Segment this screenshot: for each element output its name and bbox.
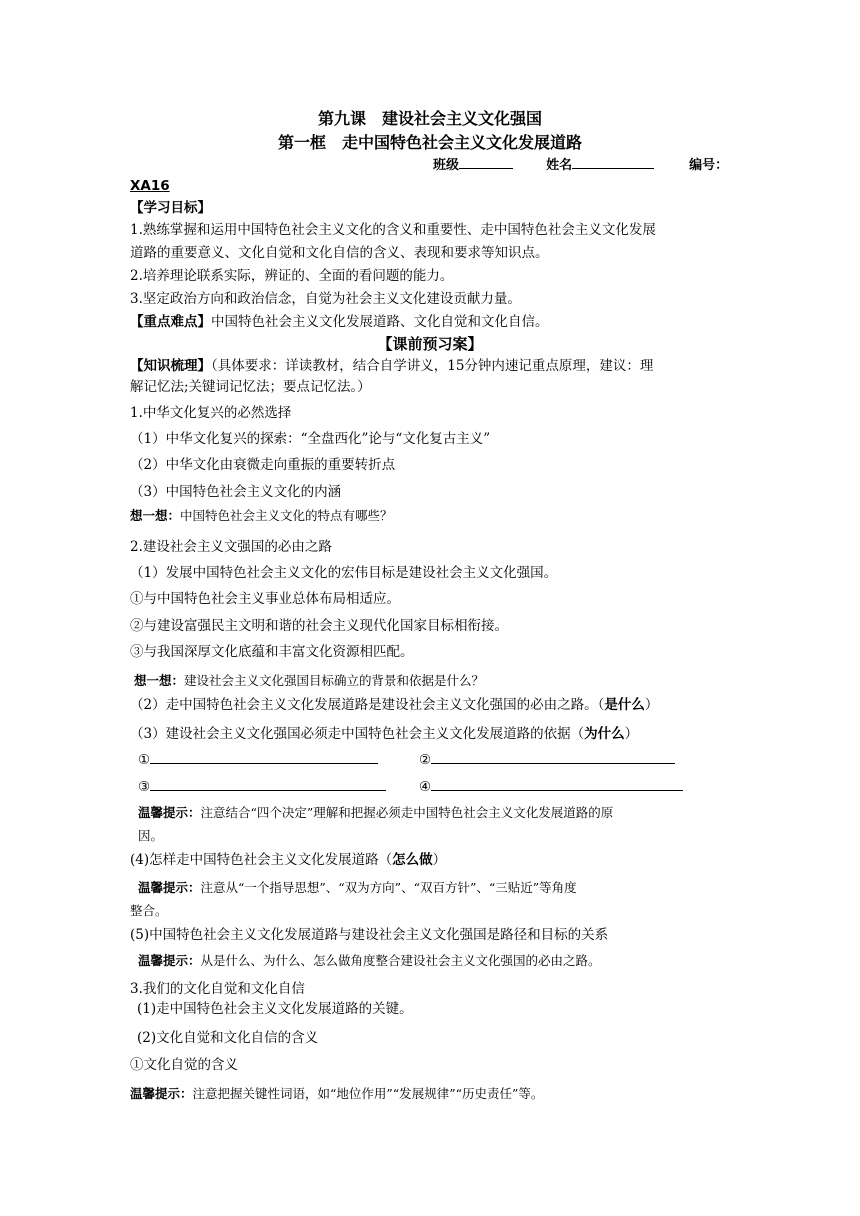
knowledge-line — [130, 356, 653, 376]
tip-1-label: 温馨提示： — [138, 805, 201, 820]
section-2-4 — [130, 850, 446, 870]
tip-3-label: 温馨提示： — [138, 953, 201, 968]
section-2-5: (5)中国特色社会主义文化发展道路与建设社会主义文化强国是路径和目标的关系 — [130, 927, 609, 943]
preview-heading: 【课前预习案】 — [377, 335, 483, 353]
section-3: 3.我们的文化自觉和文化自信 — [130, 981, 305, 997]
think-1-text: 中国特色社会主义文化的特点有哪些？ — [180, 508, 393, 523]
tip-4-text: 注意把握关键性词语，如“地位作用”“发展规律”“历史责任”等。 — [192, 1086, 544, 1101]
page-title: 第九课 建设社会主义文化强国 — [317, 109, 542, 128]
section-3-2-a: ①文化自觉的含义 — [130, 1057, 238, 1073]
tip-2-cont: 整合。 — [130, 903, 168, 918]
name-blank[interactable] — [572, 154, 654, 169]
section-2-1-c: ③与我国深厚文化底蕴和丰富文化资源相匹配。 — [130, 644, 414, 660]
page-subtitle: 第一框 走中国特色社会主义文化发展道路 — [277, 133, 582, 152]
section-2-4-how: 怎么做 — [392, 852, 433, 868]
blank-line-1[interactable] — [150, 749, 378, 764]
tip-1 — [138, 803, 613, 823]
section-2-3-why: 为什么 — [584, 726, 625, 742]
section-2-3 — [130, 724, 638, 744]
section-2-2-what: 是什么 — [604, 697, 645, 713]
section-3-2: (2)文化自觉和文化自信的含义 — [137, 1030, 319, 1046]
tip-3-text: 从是什么、为什么、怎么做角度整合建设社会主义文化强国的必由之路。 — [200, 953, 601, 968]
circle-2: ② — [419, 752, 432, 768]
blank-line-2[interactable] — [431, 749, 675, 764]
knowledge-req-cont: 解记忆法;关键词记忆法；要点记忆法。） — [130, 379, 371, 395]
section-2-1-b: ②与建设富强民主文明和谐的社会主义现代化国家目标相衔接。 — [130, 618, 508, 634]
section-2-3-text: （3）建设社会主义文化强国必须走中国特色社会主义文化发展道路的依据（ — [130, 726, 585, 742]
section-3-1: (1)走中国特色社会主义文化发展道路的关键。 — [137, 1001, 413, 1017]
section-1: 1.中华文化复兴的必然选择 — [130, 405, 292, 421]
circle-4: ④ — [419, 779, 432, 795]
goal-item-3: 3.坚定政治方向和政治信念，自觉为社会主义文化建设贡献力量。 — [130, 291, 521, 307]
section-2-2-end: ） — [644, 697, 659, 713]
section-1-1: （1）中华文化复兴的探索：“全盘西化”论与“文化复古主义” — [130, 431, 491, 447]
answer-blank-1[interactable] — [138, 749, 378, 770]
key-heading: 【重点难点】 — [130, 314, 211, 330]
tip-2 — [138, 878, 577, 898]
think-2-text: 建设社会主义文化强国目标确立的背景和依据是什么？ — [184, 673, 485, 688]
think-1-label: 想一想： — [130, 508, 181, 523]
name-label: 姓名 — [546, 158, 573, 173]
goals-heading: 【学习目标】 — [130, 200, 211, 216]
answer-blank-3[interactable] — [138, 776, 386, 797]
blank-line-4[interactable] — [431, 776, 683, 791]
section-2-4-text: (4)怎样走中国特色社会主义文化发展道路（ — [130, 852, 393, 868]
think-1 — [130, 506, 393, 526]
answer-blank-4[interactable] — [419, 776, 683, 797]
class-blank[interactable] — [459, 154, 513, 169]
section-1-2: （2）中华文化由衰微走向重振的重要转折点 — [130, 457, 396, 473]
circle-3: ③ — [138, 779, 151, 795]
key-text: 中国特色社会主义文化发展道路、文化自觉和文化自信。 — [211, 314, 549, 330]
student-info-row — [433, 154, 728, 176]
section-2-2 — [130, 695, 658, 715]
section-2: 2.建设社会主义文强国的必由之路 — [130, 539, 332, 555]
tip-1-text: 注意结合“四个决定”理解和把握必须走中国特色社会主义文化发展道路的原 — [200, 805, 614, 820]
goal-item-2: 2.培养理论联系实际，辨证的、全面的看问题的能力。 — [130, 268, 454, 284]
section-1-3: （3）中国特色社会主义文化的内涵 — [130, 484, 342, 500]
knowledge-heading: 【知识梳理】 — [130, 358, 211, 374]
number-label: 编号： — [689, 158, 729, 173]
class-label: 班级 — [433, 158, 460, 173]
think-2-label: 想一想： — [134, 673, 185, 688]
section-2-3-end: ） — [624, 726, 639, 742]
think-2 — [134, 671, 484, 691]
document-code: XA16 — [130, 178, 170, 194]
goal-item-1-cont: 道路的重要意义、文化自觉和文化自信的含义、表现和要求等知识点。 — [130, 245, 549, 261]
tip-2-label: 温馨提示： — [138, 880, 201, 895]
circle-1: ① — [138, 752, 151, 768]
tip-4 — [130, 1084, 543, 1104]
section-2-2-text: （2）走中国特色社会主义文化发展道路是建设社会主义文化强国的必由之路。（ — [130, 697, 605, 713]
tip-1-cont: 因。 — [138, 828, 164, 843]
section-2-1: （1）发展中国特色社会主义文化的宏伟目标是建设社会主义文化强国。 — [130, 565, 558, 581]
blank-line-3[interactable] — [150, 776, 386, 791]
tip-3 — [138, 951, 601, 971]
section-2-4-end: ） — [432, 852, 447, 868]
key-points — [130, 312, 549, 332]
section-2-1-a: ①与中国特色社会主义事业总体布局相适应。 — [130, 591, 400, 607]
tip-2-text: 注意从“一个指导思想”、“双为方向”、“双百方针”、“三贴近”等角度 — [200, 880, 577, 895]
goal-item-1: 1.熟练掌握和运用中国特色社会主义文化的含义和重要性、走中国特色社会主义文化发展 — [130, 222, 656, 238]
knowledge-req: （具体要求：详读教材，结合自学讲义，15分钟内速记重点原理，建议：理 — [211, 358, 654, 374]
tip-4-label: 温馨提示： — [130, 1086, 193, 1101]
answer-blank-2[interactable] — [419, 749, 675, 770]
